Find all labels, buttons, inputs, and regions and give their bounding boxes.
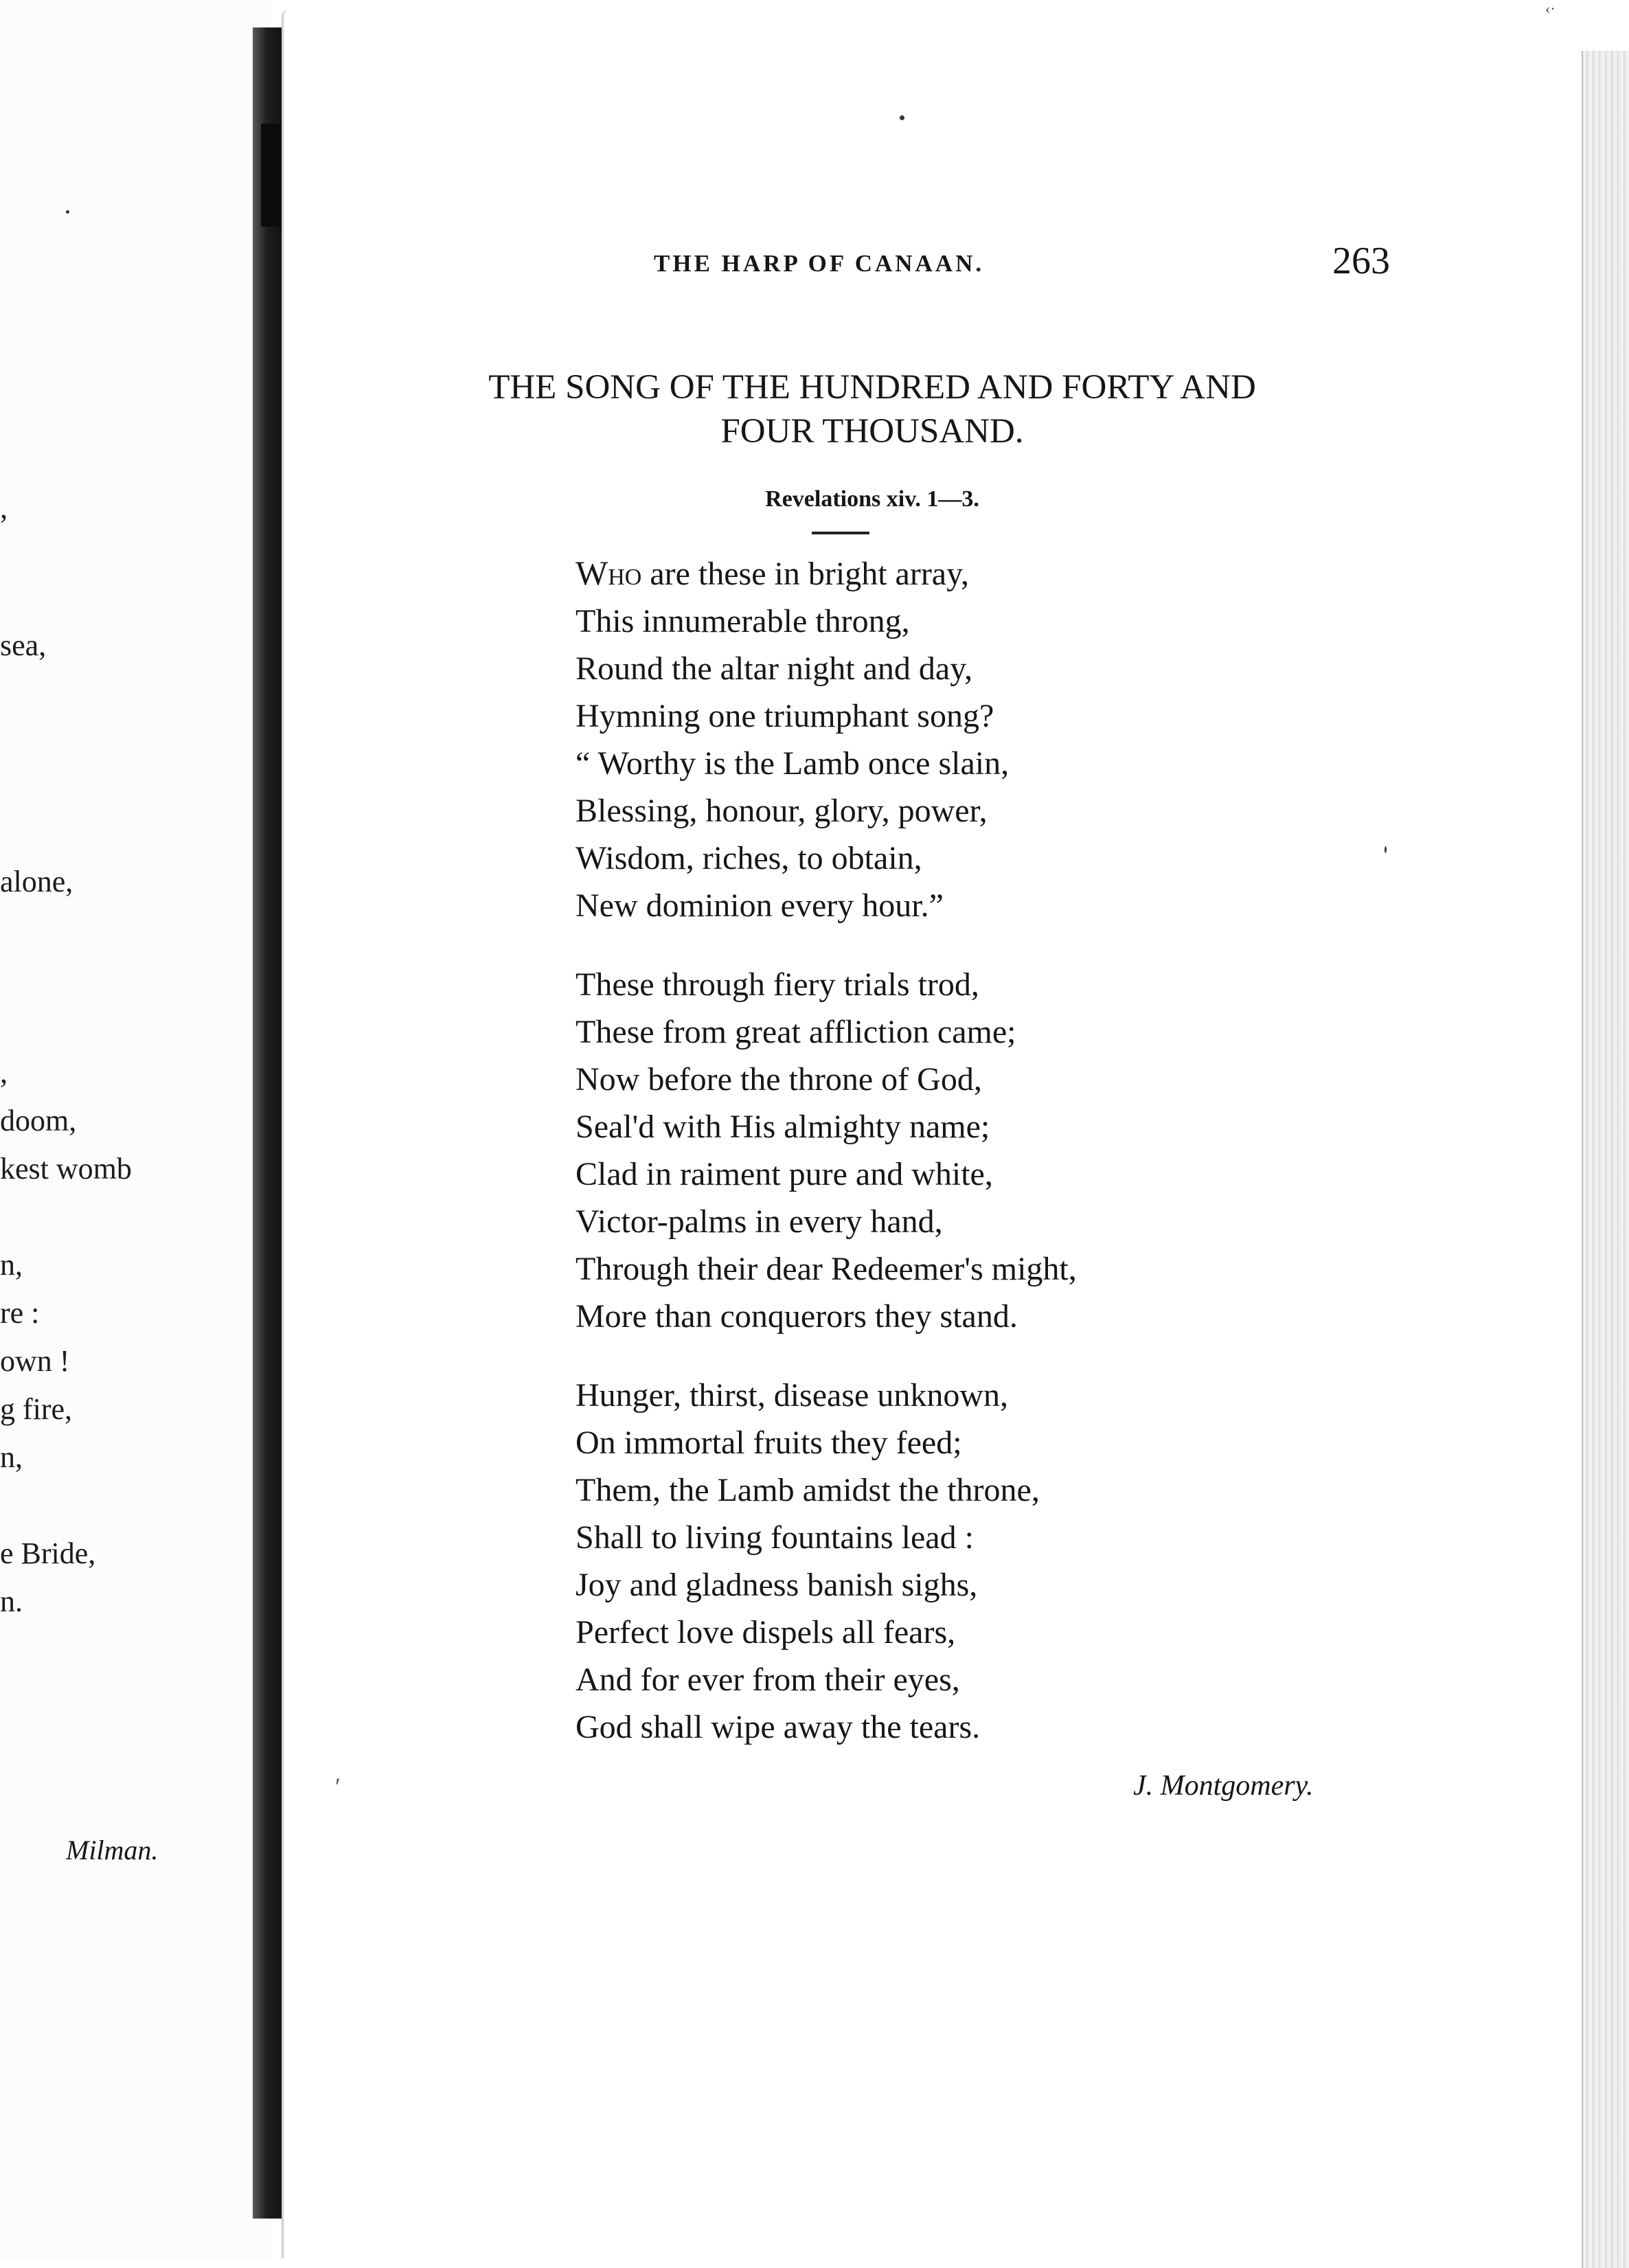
left-fragment: alone, <box>0 865 73 898</box>
poem-line: And for ever from their eyes, <box>576 1662 960 1698</box>
left-fragment: , <box>0 491 8 525</box>
poem-line: New dominion every hour.” <box>576 887 944 924</box>
poem-line: “ Worthy is the Lamb once slain, <box>576 745 1010 782</box>
left-fragment: kest womb <box>0 1152 132 1186</box>
corner-mark: ‹· <box>1545 0 1556 17</box>
left-fragment: n, <box>0 1248 23 1282</box>
left-fragment: sea, <box>0 628 47 662</box>
poem-line: Round the altar night and day, <box>576 650 973 687</box>
poem-line: Blessing, honour, glory, power, <box>576 793 988 829</box>
left-fragment: own ! <box>0 1344 70 1378</box>
poem-attribution: J. Montgomery. <box>1133 1770 1314 1802</box>
stanza <box>576 961 1331 1340</box>
left-fragment: e Bride, <box>0 1536 96 1570</box>
poem-line: Clad in raiment pure and white, <box>576 1156 993 1192</box>
poem-line-lead: W <box>576 554 608 592</box>
poem-line: Seal'd with His almighty name; <box>576 1109 990 1145</box>
left-fragment: n. <box>0 1585 23 1618</box>
left-page <box>0 0 271 2258</box>
poem-line: God shall wipe away the tears. <box>576 1709 981 1745</box>
title-rule <box>812 532 869 534</box>
poem-line: Joy and gladness banish sighs, <box>576 1567 978 1603</box>
stanza <box>576 1372 1331 1751</box>
running-head: THE HARP OF CANAAN. <box>654 250 985 277</box>
speck <box>900 115 904 120</box>
left-fragment: n, <box>0 1440 23 1474</box>
left-fragment: doom, <box>0 1104 77 1137</box>
poem-line-rest: are these in bright array, <box>641 556 969 592</box>
poem-line: This innumerable throng, <box>576 603 910 639</box>
poem-title-line: THE SONG OF THE HUNDRED AND FORTY AND <box>488 368 1256 407</box>
poem-line: Victor-palms in every hand, <box>576 1203 943 1240</box>
poem-line: These from great affliction came; <box>576 1014 1016 1050</box>
margin-mark: ′ <box>335 1773 341 1800</box>
poem-body <box>576 549 1331 1782</box>
poem-line: Hymning one triumphant song? <box>576 698 994 734</box>
page-edges <box>1582 51 1629 2268</box>
poem-line-caps: ho <box>608 556 642 592</box>
left-fragment: , <box>0 1056 8 1089</box>
poem-line: These through fiery trials trod, <box>576 966 979 1003</box>
poem-line: Hunger, thirst, disease unknown, <box>576 1377 1008 1414</box>
speck <box>66 210 69 214</box>
poem-line: More than conquerors they stand. <box>576 1298 1018 1335</box>
stanza <box>576 549 1331 929</box>
poem-line: Through their dear Redeemer's might, <box>576 1251 1077 1287</box>
poem-title <box>337 365 1408 453</box>
page-number: 263 <box>1332 240 1390 282</box>
poem-line: Now before the throne of God, <box>576 1061 982 1098</box>
poem-line: Them, the Lamb amidst the throne, <box>576 1472 1040 1508</box>
speck <box>1385 846 1387 853</box>
poem-title-line: FOUR THOUSAND. <box>720 412 1024 451</box>
scripture-reference: Revelations xiv. 1—3. <box>765 486 979 512</box>
left-fragment: re : <box>0 1296 40 1330</box>
poem-line: Shall to living fountains lead : <box>576 1519 974 1556</box>
poem-line: On immortal fruits they feed; <box>576 1425 962 1461</box>
poem-line: Perfect love dispels all fears, <box>576 1614 956 1651</box>
poem-line: Wisdom, riches, to obtain, <box>576 840 922 876</box>
left-page-attribution: Milman. <box>66 1835 159 1866</box>
poem-line <box>576 549 1331 598</box>
left-fragment: g fire, <box>0 1392 73 1426</box>
